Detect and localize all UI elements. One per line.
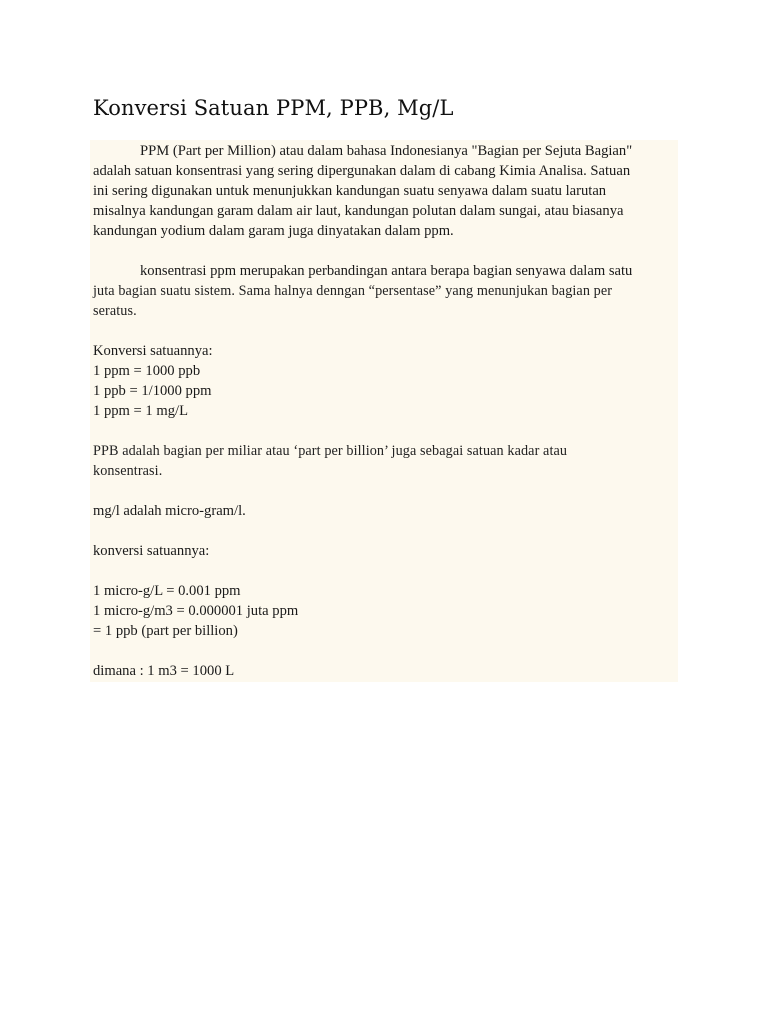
- conversion-item: 1 ppm = 1000 ppb: [93, 363, 201, 379]
- conversion-heading: Konversi satuannya:: [93, 343, 213, 359]
- text-line: konsentrasi ppm merupakan perbandingan antara berapa bagian senyawa dalam satu: [140, 263, 633, 279]
- document-title: Konversi Satuan PPM, PPB, Mg/L: [93, 96, 454, 120]
- conversion-item: 1 micro-g/m3 = 0.000001 juta ppm: [93, 603, 299, 619]
- conversion-item: 1 ppm = 1 mg/L: [93, 403, 188, 419]
- text-line: konsentrasi.: [93, 463, 163, 479]
- text-line: PPB adalah bagian per miliar atau ‘part per billion’ juga sebagai satuan kadar atau: [93, 443, 568, 459]
- text-line: adalah satuan konsentrasi yang sering dipergunakan dalam di cabang Kimia Analisa. Satuan: [93, 163, 631, 179]
- conversion-item: = 1 ppb (part per billion): [93, 623, 238, 639]
- text-line: misalnya kandungan garam dalam air laut, kandungan polutan dalam sungai, atau biasanya: [93, 203, 624, 219]
- conversion-heading: konversi satuannya:: [93, 543, 210, 559]
- paragraph-mgl-definition: mg/l adalah micro-gram/l.: [93, 503, 246, 519]
- text-line: seratus.: [93, 303, 137, 319]
- text-line: PPM (Part per Million) atau dalam bahasa Indonesianya "Bagian per Sejuta Bagian": [140, 143, 633, 159]
- footnote: dimana : 1 m3 = 1000 L: [93, 663, 235, 679]
- text-line: kandungan yodium dalam garam juga dinyatakan dalam ppm.: [93, 223, 454, 239]
- text-line: ini sering digunakan untuk menunjukkan kandungan suatu senyawa dalam suatu larutan: [93, 183, 607, 199]
- text-line: juta bagian suatu sistem. Sama halnya denngan “persentase” yang menunjukan bagian per: [93, 283, 613, 299]
- conversion-item: 1 micro-g/L = 0.001 ppm: [93, 583, 241, 599]
- conversion-item: 1 ppb = 1/1000 ppm: [93, 383, 212, 399]
